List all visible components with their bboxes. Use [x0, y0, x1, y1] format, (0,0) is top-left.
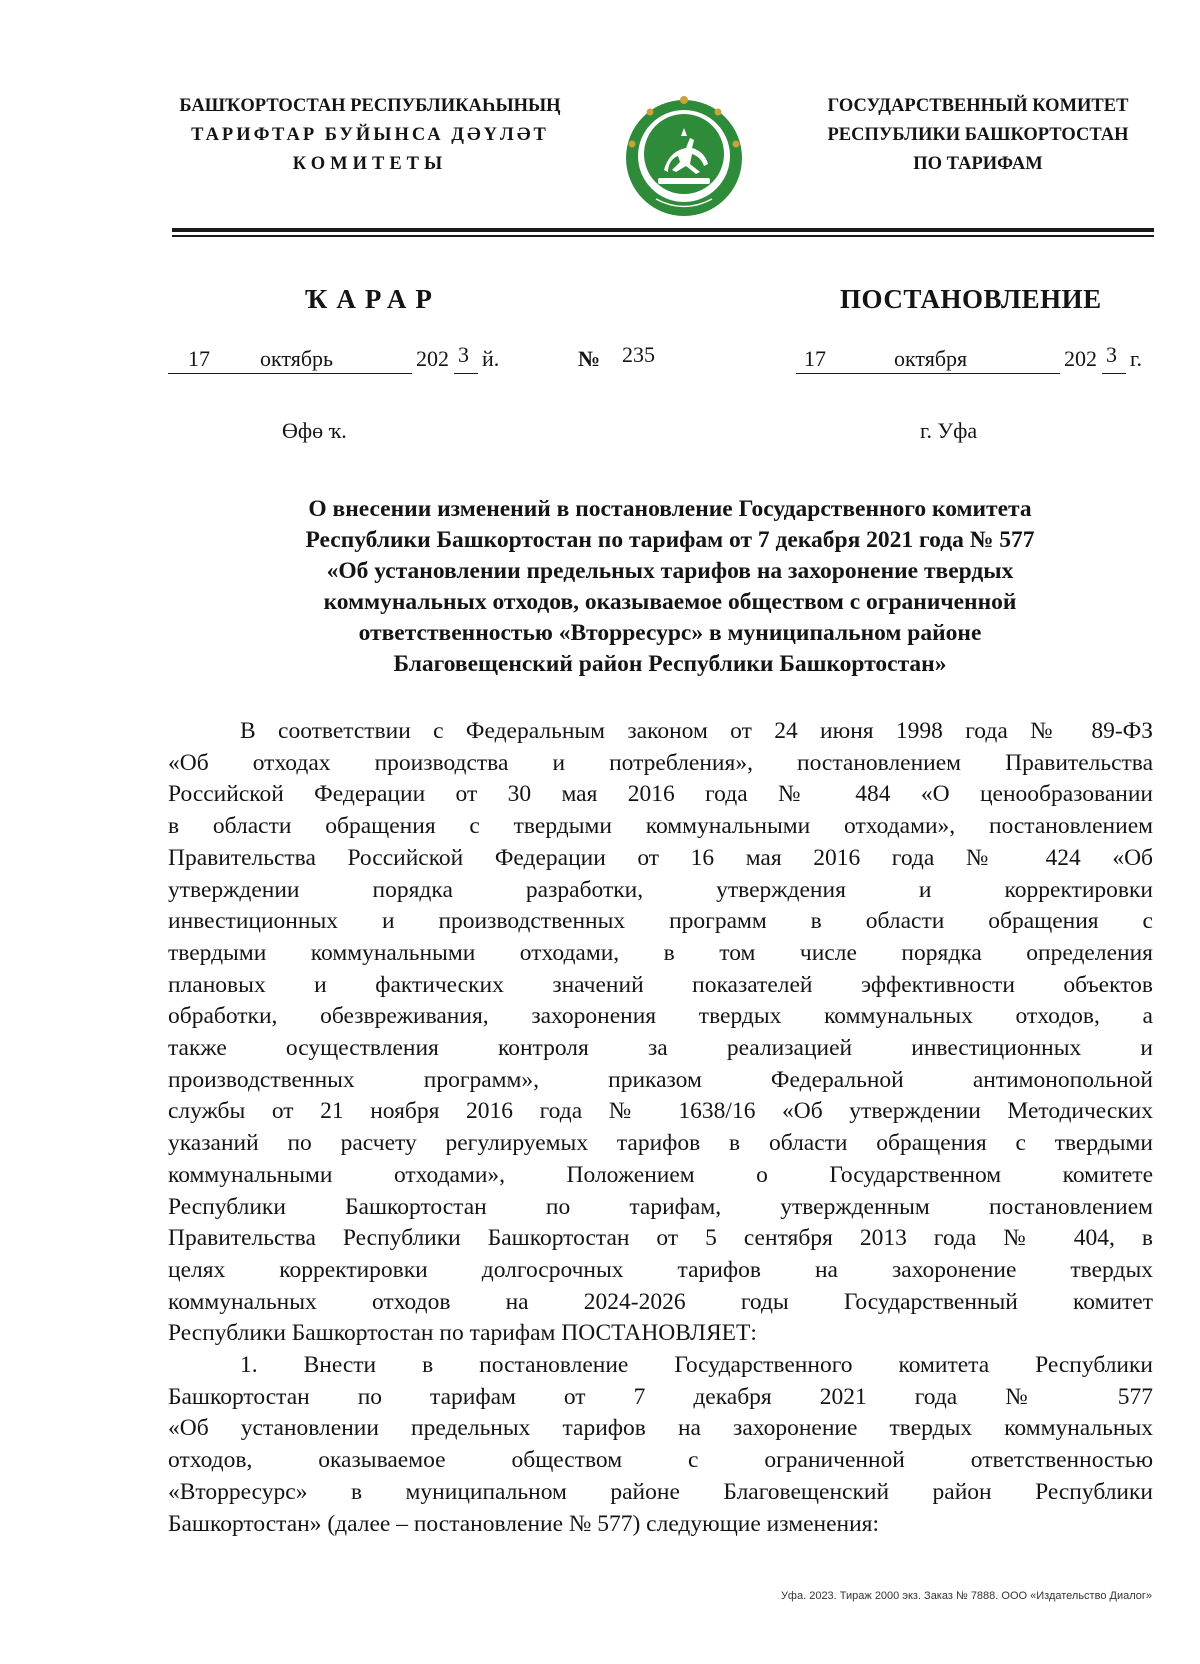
city-left: Өфө ҡ. — [282, 418, 347, 443]
title-line: Благовещенский район Республики Башкортостан» — [393, 651, 947, 677]
letterhead-russian-line-1: ГОСУДАРСТВЕННЫЙ КОМИТЕТ — [827, 96, 1129, 116]
left-date-month: октябрь — [260, 346, 334, 371]
letterhead-russian-line-3: ПО ТАРИФАМ — [913, 154, 1043, 174]
letterhead-russian-line-2: РЕСПУБЛИКИ БАШКОРТОСТАН — [827, 125, 1129, 145]
right-date-year-suffix: г. — [1130, 346, 1143, 371]
left-date-year-prefix: 202 — [416, 346, 449, 371]
body-line: Башкортостан по тарифам от 7 декабря 2021 года № 577 — [168, 1383, 1153, 1410]
letterhead-bashkir-line-3: КОМИТЕТЫ — [292, 154, 448, 174]
body-line: Республики Башкортостан по тарифам ПОСТАНОВЛЯЕТ: — [168, 1320, 757, 1347]
decree-number-line — [578, 342, 698, 376]
body-line: коммунальными отходами», Положением о Государственном комитете — [168, 1161, 1153, 1188]
body-line: службы от 21 ноября 2016 года № 1638/16 «Об утверждении Методических — [168, 1098, 1153, 1125]
city-right: г. Уфа — [920, 418, 978, 443]
document-body — [168, 716, 1153, 1540]
body-line: Российской Федерации от 30 мая 2016 года № 484 «О ценообразовании — [168, 781, 1153, 808]
body-line: Башкортостан» (далее – постановление № 577) следующие изменения: — [168, 1510, 880, 1537]
title-line: коммунальных отходов, оказываемое обществом с ограниченной — [323, 589, 1017, 615]
body-line: целях корректировки долгосрочных тарифов на захоронение твердых — [168, 1256, 1153, 1283]
number-sign: № — [578, 346, 601, 371]
body-line: производственных программ», приказом Федеральной антимонопольной — [168, 1066, 1153, 1093]
body-line: в области обращения с твердыми коммунальными отходами», постановлением — [168, 813, 1153, 840]
print-footer: Уфа. 2023. Тираж 2000 экз. Заказ № 7888. ООО «Издательство Диалог» — [780, 1590, 1152, 1602]
title-line: «Об установлении предельных тарифов на захоронение твердых — [326, 558, 1014, 584]
body-line: «Вторресурс» в муниципальном районе Благовещенский район Республики — [168, 1478, 1153, 1505]
letterhead-bashkir-line-1: БАШҠОРТОСТАН РЕСПУБЛИКАҺЫНЫҢ — [179, 96, 561, 116]
body-line: коммунальных отходов на 2024-2026 годы Государственный комитет — [168, 1288, 1153, 1315]
body-line: утверждении порядка разработки, утверждения и корректировки — [168, 876, 1153, 903]
title-line: О внесении изменений в постановление Государственного комитета — [308, 496, 1032, 522]
body-line: твердыми коммунальными отходами, в том числе порядка определения — [168, 939, 1153, 966]
document-title — [170, 494, 1170, 680]
body-line: плановых и фактических значений показателей эффективности объектов — [168, 971, 1153, 998]
body-line: отходов, оказываемое обществом с ограниченной ответственностью — [168, 1447, 1153, 1474]
left-date-line — [168, 342, 528, 376]
left-date-day: 17 — [188, 346, 210, 371]
karar-heading: ҠАРАР — [305, 284, 441, 314]
letterhead-bashkir-line-2: ТАРИФТАР БУЙЫНСА ДӘҮЛӘТ — [191, 125, 549, 145]
emblem-icon — [620, 92, 748, 226]
letterhead-rule-thick — [172, 228, 1154, 232]
body-line: обработки, обезвреживания, захоронения твердых коммунальных отходов, а — [168, 1003, 1153, 1030]
left-date-year-suffix: й. — [482, 346, 500, 371]
letterhead-russian — [788, 92, 1168, 179]
right-date-year-digit: 3 — [1106, 342, 1117, 367]
body-line: указаний по расчету регулируемых тарифов в области обращения с твердыми — [168, 1130, 1153, 1157]
right-date-line — [796, 342, 1156, 376]
postanovlenie-heading: ПОСТАНОВЛЕНИЕ — [840, 284, 1102, 314]
body-line: «Об отходах производства и потребления», постановлением Правительства — [168, 749, 1153, 776]
right-date-year-prefix: 202 — [1064, 346, 1097, 371]
right-date-month: октября — [894, 346, 968, 371]
title-line: ответственностью «Вторресурс» в муниципальном районе — [358, 620, 982, 646]
body-line: Республики Башкортостан по тарифам, утвержденным постановлением — [168, 1193, 1153, 1220]
letterhead-bashkir — [150, 92, 590, 179]
letterhead-rule-thin — [172, 235, 1154, 237]
title-line: Республики Башкортостан по тарифам от 7 декабря 2021 года № 577 — [305, 527, 1035, 553]
body-line: также осуществления контроля за реализацией инвестиционных и — [168, 1035, 1153, 1062]
body-line: Правительства Республики Башкортостан от 5 сентября 2013 года № 404, в — [168, 1225, 1153, 1252]
body-line: 1. Внести в постановление Государственного комитета Республики — [240, 1352, 1153, 1379]
body-line: Правительства Российской Федерации от 16 мая 2016 года № 424 «Об — [168, 844, 1153, 871]
body-line: инвестиционных и производственных программ в области обращения с — [168, 908, 1153, 935]
left-date-year-digit: 3 — [458, 342, 469, 367]
body-line: «Об установлении предельных тарифов на захоронение твердых коммунальных — [168, 1415, 1153, 1442]
body-line: В соответствии с Федеральным законом от 24 июня 1998 года № 89-ФЗ — [240, 718, 1153, 744]
right-date-day: 17 — [804, 346, 826, 371]
decree-number: 235 — [622, 342, 655, 367]
